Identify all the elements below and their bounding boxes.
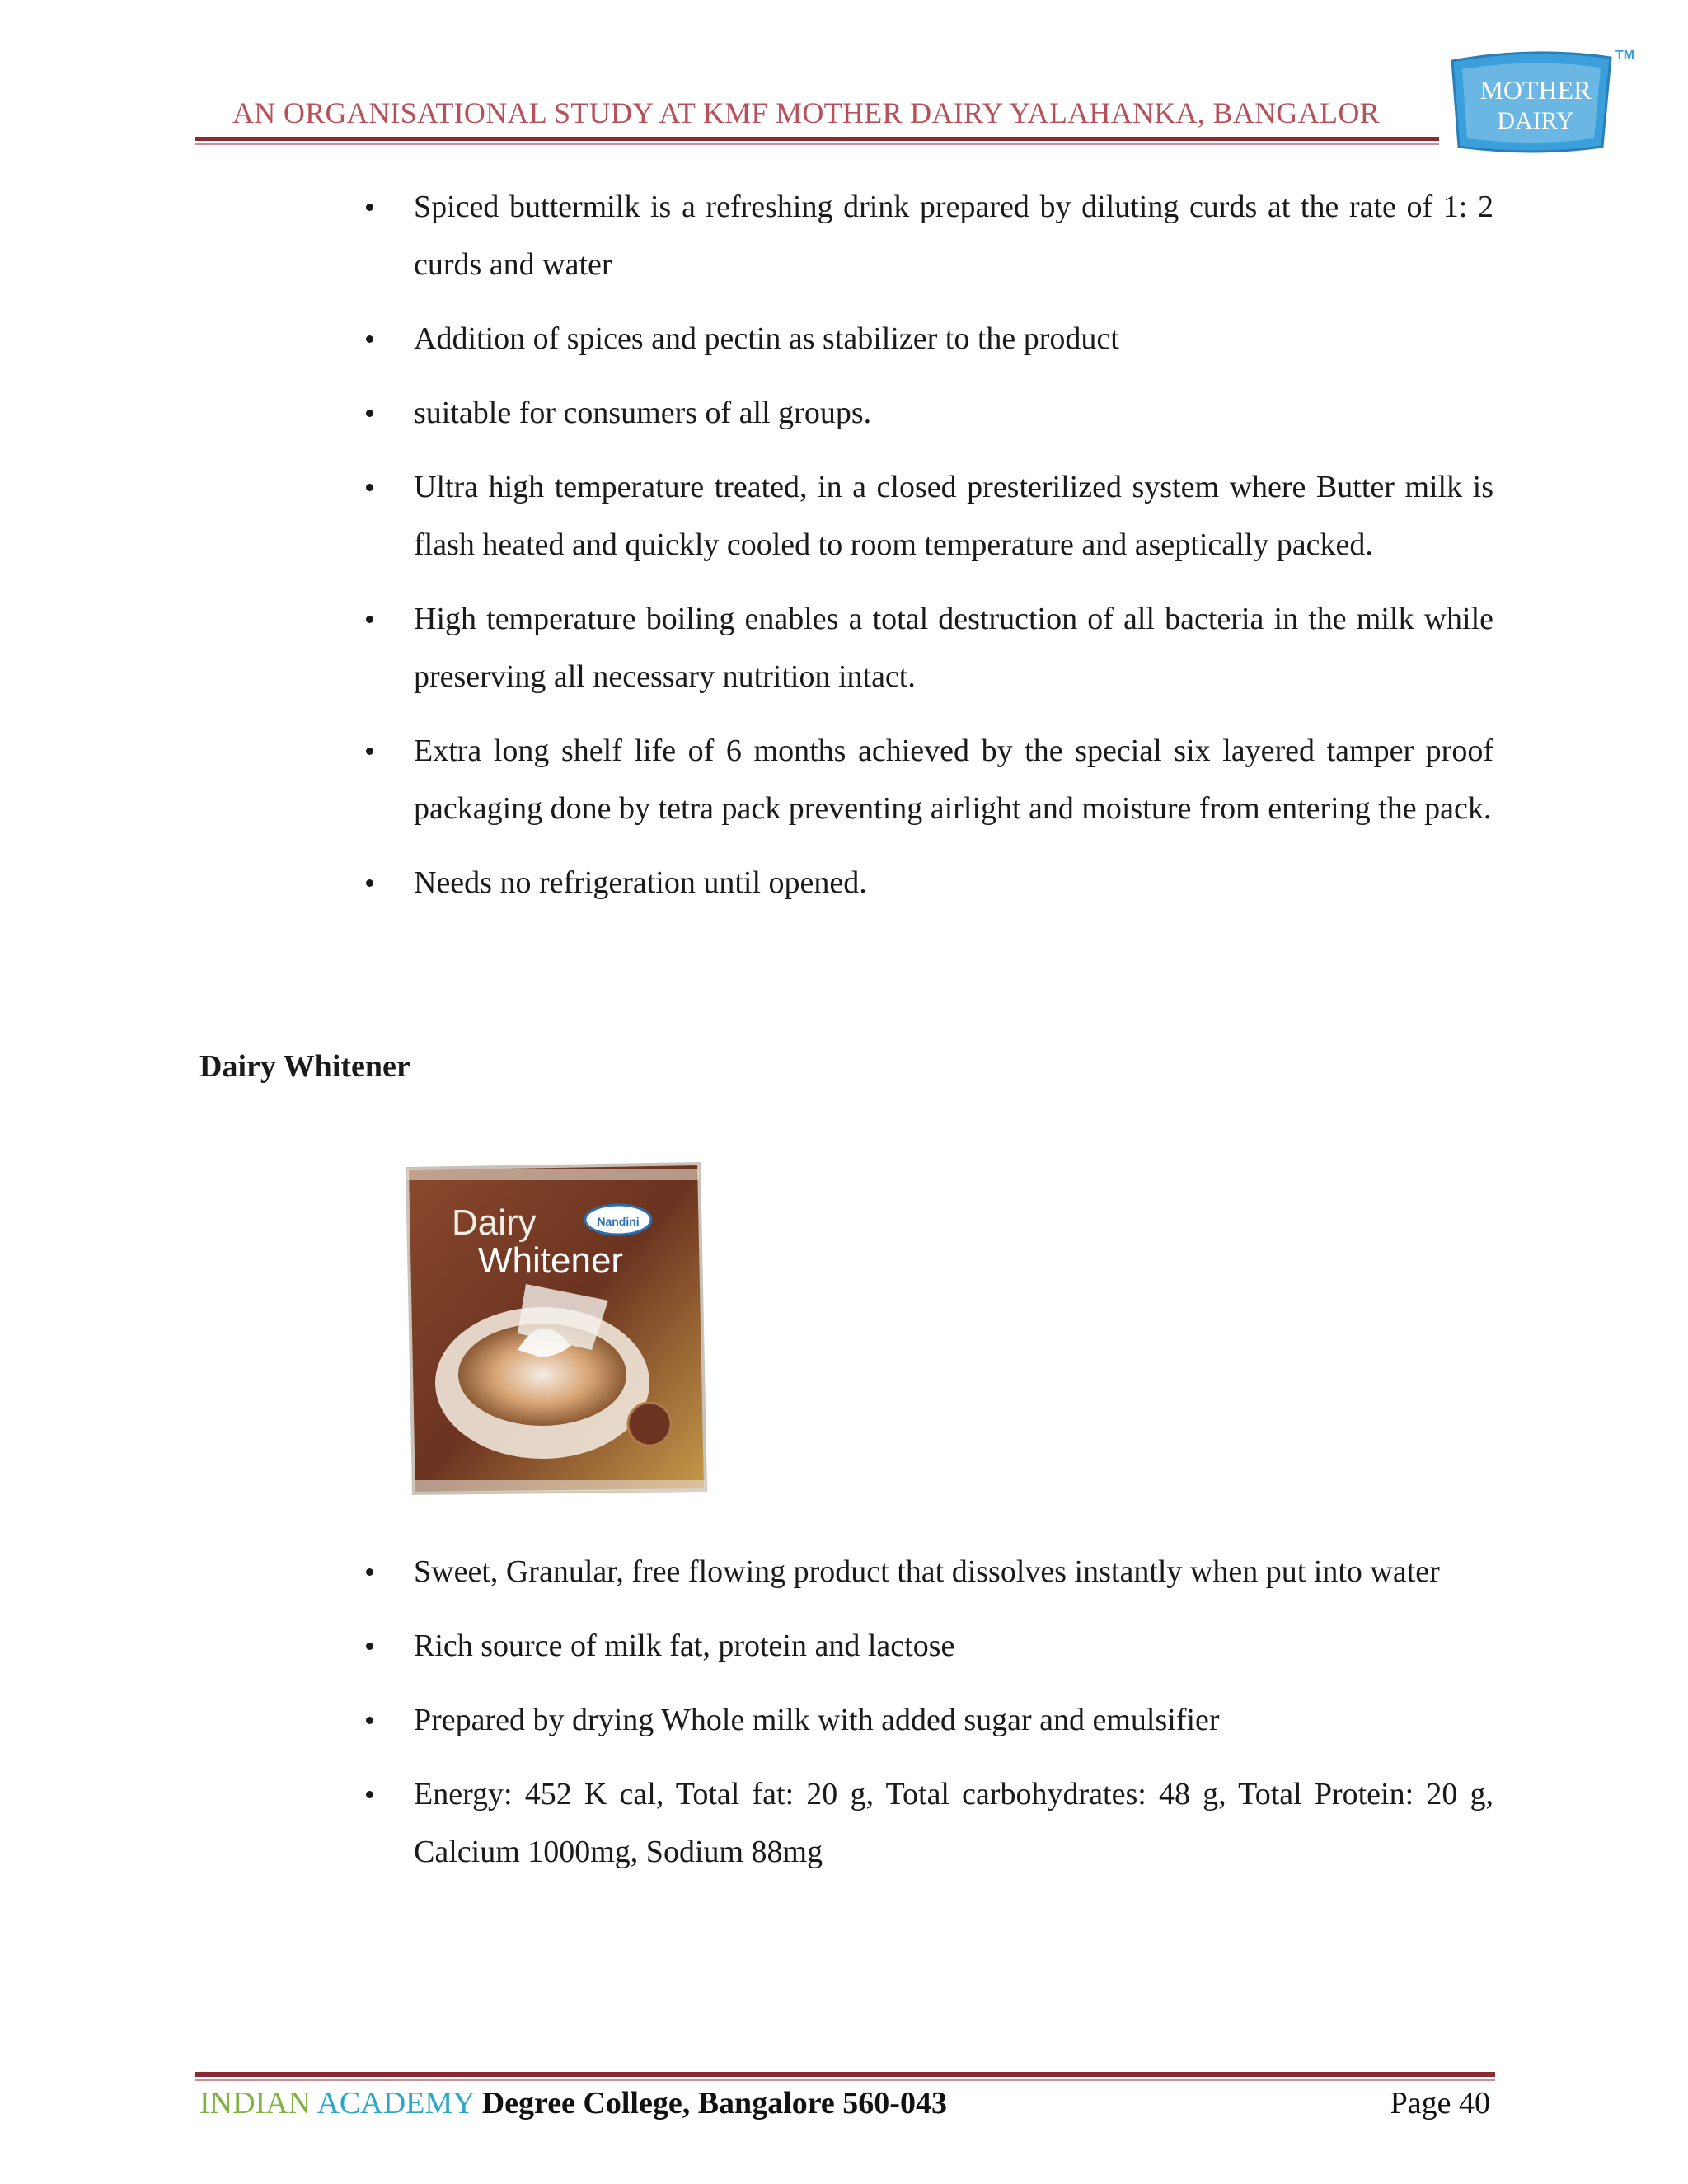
svg-text:Whitener: Whitener (478, 1240, 624, 1281)
svg-text:MOTHER: MOTHER (1479, 75, 1592, 105)
bullet-icon (366, 335, 373, 343)
svg-text:TM: TM (1615, 49, 1635, 63)
header-divider-thin (195, 143, 1439, 145)
header-divider (195, 137, 1439, 141)
svg-text:DAIRY: DAIRY (1497, 107, 1574, 134)
list-item: Prepared by drying Whole milk with added sugar and emulsifier (359, 1691, 1493, 1749)
product-features-list (359, 178, 1493, 912)
bullet-icon (366, 410, 373, 417)
bullet-icon (366, 484, 373, 491)
list-item: Needs no refrigeration until opened. (359, 854, 1493, 912)
dairy-whitener-features-list (359, 1543, 1493, 1881)
bullet-icon (366, 748, 373, 755)
dairy-whitener-product-image (402, 1160, 707, 1497)
footer-college-name: INDIAN ACADEMY Degree College, Bangalore 560-043 (199, 2086, 947, 2121)
page-number: Page 40 (1390, 2086, 1490, 2121)
bullet-icon (366, 1643, 373, 1650)
header-title: AN ORGANISATIONAL STUDY AT KMF MOTHER DAIRY YALAHANKA, BANGALOR (232, 96, 1380, 129)
list-item: Rich source of milk fat, protein and lactose (359, 1617, 1493, 1675)
list-item: High temperature boiling enables a total destruction of all bacteria in the milk while preserving all necessary nutrition intact. (359, 590, 1493, 705)
list-item: Addition of spices and pectin as stabilizer to the product (359, 310, 1493, 368)
bullet-icon (366, 616, 373, 623)
footer-divider (195, 2072, 1495, 2077)
bullet-icon (366, 1568, 373, 1576)
list-item: suitable for consumers of all groups. (359, 384, 1493, 442)
list-item: Ultra high temperature treated, in a closed presterilized system where Butter milk is flash heated and quickly cooled to room temperature and aseptically packed. (359, 458, 1493, 574)
bullet-icon (366, 1717, 373, 1724)
bullet-icon (366, 204, 373, 211)
list-item: Extra long shelf life of 6 months achieved by the special six layered tamper proof packaging done by tetra pack preventing airlight and moisture from entering the pack. (359, 722, 1493, 837)
list-item: Energy: 452 K cal, Total fat: 20 g, Total carbohydrates: 48 g, Total Protein: 20 g, Calcium 1000mg, Sodium 88mg (359, 1765, 1493, 1881)
svg-text:Dairy: Dairy (452, 1202, 537, 1243)
svg-text:Nandini: Nandini (597, 1215, 640, 1228)
bullet-icon (366, 879, 373, 887)
list-item: Spiced buttermilk is a refreshing drink prepared by diluting curds at the rate of 1: 2 curds and water (359, 178, 1493, 293)
bullet-icon (366, 1791, 373, 1798)
mother-dairy-logo (1441, 41, 1635, 157)
footer-divider-thin (195, 2079, 1495, 2081)
section-heading: Dairy Whitener (199, 1049, 410, 1084)
list-item: Sweet, Granular, free flowing product that dissolves instantly when put into water (359, 1543, 1493, 1601)
